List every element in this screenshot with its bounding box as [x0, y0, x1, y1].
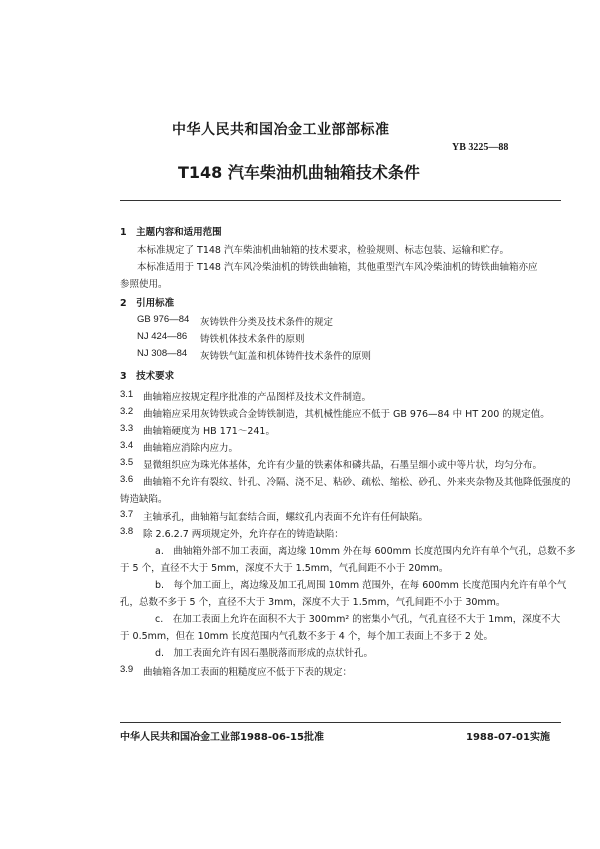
clause-text: 主轴承孔，曲轴箱与缸套结合面，螺纹孔内表面不允许有任何缺陷。: [143, 512, 429, 523]
reference-title: 灰铸铁件分类及技术条件的规定: [200, 317, 334, 328]
clause-text: 曲轴箱应按规定程序批准的产品图样及技术文件制造。: [143, 392, 372, 403]
implementation-date: 1988-07-01实施: [466, 732, 550, 743]
section-1-paragraph-1: 本标准规定了 T148 汽车柴油机曲轴箱的技术要求，检验规则、标志包装、运输和贮存。: [137, 245, 509, 256]
section-3-heading: 3 技术要求: [120, 371, 175, 382]
footer-divider: [120, 722, 561, 723]
subclause-c-cont: 于 0.5mm，但在 10mm 长度范围内气孔数不多于 4 个，每个加工表面上不多于 2 处。: [120, 631, 493, 642]
subclause-a-cont: 于 5 个，直径不大于 5mm，深度不大于 1.5mm，气孔间距不小于 20mm。: [120, 563, 449, 574]
subclause-a: a. 曲轴箱外部不加工表面，离边缘 10mm 外在每 600mm 长度范围内允许有单个气孔，总数不多: [155, 546, 576, 557]
document-title: T148 汽车柴油机曲轴箱技术条件: [178, 163, 420, 182]
subclause-d: d. 加工表面允许有因石墨脱落而形成的点状针孔。: [155, 648, 374, 659]
section-1-paragraph-2: 本标准适用于 T148 汽车风冷柴油机的铸铁曲轴箱，其他重型汽车风冷柴油机的铸铁曲轴箱亦应: [137, 262, 538, 273]
clause-text: 曲轴箱硬度为 HB 171～241。: [143, 426, 275, 437]
subclause-b-cont: 孔，总数不多于 5 个，直径不大于 3mm，深度不大于 1.5mm，气孔间距不小于 30mm。: [120, 597, 506, 608]
approval-line: 中华人民共和国冶金工业部1988-06-15批准: [120, 732, 324, 743]
clause-number: 3.3: [120, 423, 134, 434]
reference-code: NJ 424—86: [137, 331, 188, 342]
standard-code: YB 3225—88: [452, 142, 509, 153]
issuing-authority: 中华人民共和国冶金工业部部标准: [172, 122, 390, 138]
subclause-b: b. 每个加工面上，离边缘及加工孔周围 10mm 范围外，在每 600mm 长度范围内允许有单个气: [155, 580, 567, 591]
clause-number: 3.2: [120, 406, 134, 417]
reference-code: GB 976—84: [137, 314, 190, 325]
reference-title: 铸铁机体技术条件的原则: [200, 334, 305, 345]
clause-number: 3.9: [120, 664, 134, 675]
section-1-paragraph-2-cont: 参照使用。: [120, 279, 168, 290]
header-divider: [120, 200, 561, 201]
clause-text: 曲轴箱应采用灰铸铁或合金铸铁制造，其机械性能应不低于 GB 976—84 中 HT 200 的规定值。: [143, 409, 550, 420]
clause-number: 3.8: [120, 526, 134, 537]
section-1-heading: 1 主题内容和适用范围: [120, 227, 222, 238]
section-2-heading: 2 引用标准: [120, 298, 175, 309]
reference-title: 灰铸铁气缸盖和机体铸件技术条件的原则: [200, 351, 372, 362]
clause-text: 除 2.6.2.7 两项规定外，允许存在的铸造缺陷：: [143, 529, 344, 540]
clause-number: 3.6: [120, 474, 134, 485]
clause-number: 3.7: [120, 509, 134, 520]
clause-text: 曲轴箱应消除内应力。: [143, 443, 239, 454]
clause-text: 显微组织应为珠光体基体，允许有少量的铁素体和磷共晶，石墨呈细小或中等片状，均匀分布。: [143, 460, 543, 471]
clause-number: 3.5: [120, 457, 134, 468]
clause-text: 曲轴箱各加工表面的粗糙度应不低于下表的规定：: [143, 667, 353, 678]
clause-number: 3.1: [120, 389, 134, 400]
reference-code: NJ 308—84: [137, 348, 188, 359]
clause-text-cont: 铸造缺陷。: [120, 494, 168, 505]
clause-number: 3.4: [120, 440, 134, 451]
clause-text: 曲轴箱不允许有裂纹、针孔、冷隔、浇不足、粘砂、疏松、缩松、砂孔、外来夹杂物及其他降低强度的: [143, 477, 571, 488]
subclause-c: c. 在加工表面上允许在面积不大于 300mm² 的密集小气孔，气孔直径不大于 1mm，深度不大: [155, 614, 561, 625]
